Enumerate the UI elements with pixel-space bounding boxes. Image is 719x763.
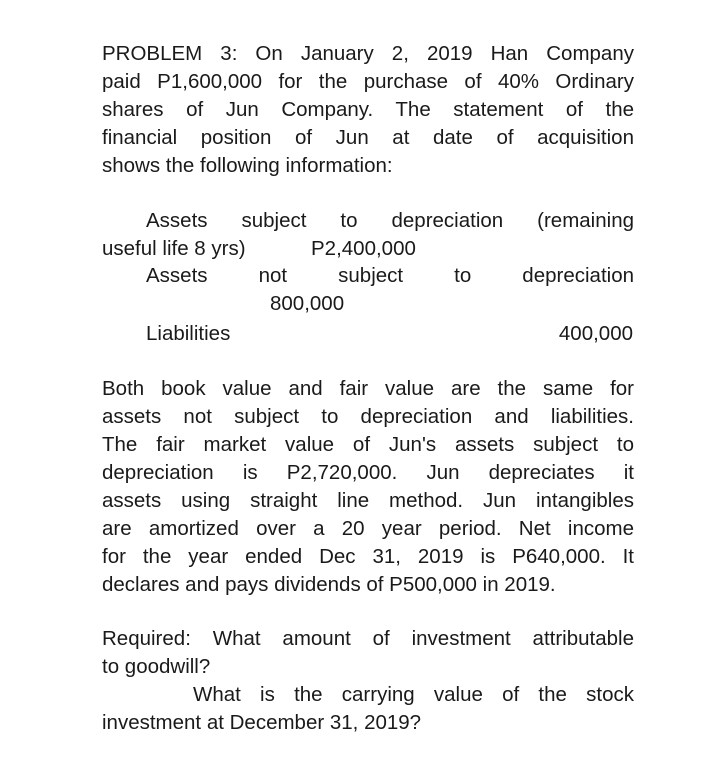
paragraph-line: Both book value and fair value are the same for (102, 377, 634, 400)
required-question-1-cont: to goodwill? (102, 655, 211, 678)
paragraph-line: PROBLEM 3: On January 2, 2019 Han Company (102, 42, 634, 65)
paragraph-line: for the year ended Dec 31, 2019 is P640,000. It (102, 545, 634, 568)
liabilities-label: Liabilities (146, 322, 231, 345)
required-question-2: What is the carrying value of the stock (193, 683, 634, 706)
paragraph-line: assets not subject to depreciation and liabilities. (102, 405, 634, 428)
paragraph-line: The fair market value of Jun's assets subject to (102, 433, 634, 456)
paragraph-line: financial position of Jun at date of acquisition (102, 126, 634, 149)
paragraph-line: declares and pays dividends of P500,000 in 2019. (102, 573, 556, 596)
paragraph-line: shows the following information: (102, 154, 393, 177)
liabilities-value: 400,000 (558, 322, 633, 345)
required-question-1: Required: What amount of investment attributable (102, 627, 634, 650)
dep-assets-label-line1: Assets subject to depreciation (remaining (146, 209, 634, 232)
nondep-assets-value: 800,000 (270, 292, 345, 315)
nondep-assets-label: Assets not subject to depreciation (146, 264, 634, 287)
required-question-2-cont: investment at December 31, 2019? (102, 711, 422, 734)
paragraph-line: depreciation is P2,720,000. Jun depreciates it (102, 461, 634, 484)
paragraph-line: shares of Jun Company. The statement of the (102, 98, 634, 121)
dep-assets-label-line2: useful life 8 yrs) (102, 237, 246, 260)
dep-assets-value: P2,400,000 (311, 237, 416, 260)
paragraph-line: paid P1,600,000 for the purchase of 40% Ordinary (102, 70, 634, 93)
paragraph-line: are amortized over a 20 year period. Net income (102, 517, 634, 540)
paragraph-line: assets using straight line method. Jun intangibles (102, 489, 634, 512)
